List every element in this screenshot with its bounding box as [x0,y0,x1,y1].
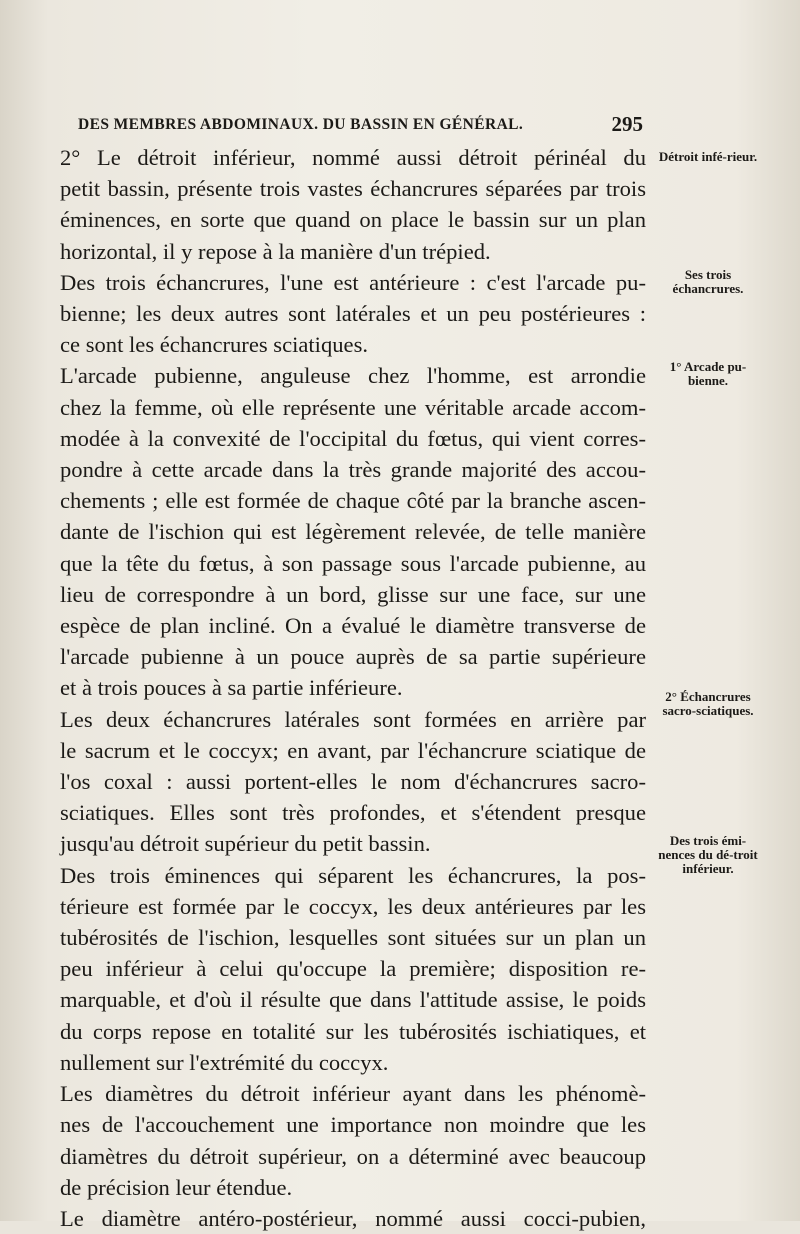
text-line: Des trois échancrures, l'une est antérieure : c'est l'arcade pu- [60,269,646,295]
text-line: diamètres du détroit supérieur, on a déterminé avec beaucoup [60,1143,646,1169]
margin-note-trois-echancrures: Ses trois échancrures. [672,267,744,296]
text-line: nes de l'accouchement une importance non moindre que les [60,1112,646,1138]
text-line: que la tête du fœtus, à son passage sous l'arcade pubienne, au [60,550,646,576]
text-line: lieu de correspondre à un bord, glisse sur une face, sur une [60,581,646,607]
text-line: horizontal, il y repose à la manière d'un trépied. [60,238,491,264]
text-line: Des trois éminences qui séparent les échancrures, la pos- [60,862,646,888]
text-line: sciatiques. Elles sont très profondes, et s'étendent presque [60,800,646,826]
text-line: 2° Le détroit inférieur, nommé aussi détroit périnéal du [60,145,646,170]
text-line: chez la femme, où elle représente une véritable arcade accom- [60,394,646,420]
text-line: l'os coxal : aussi portent-elles le nom d'échancrures sacro- [60,769,646,795]
text-line: chements ; elle est formée de chaque côté par la branche ascen- [60,488,646,514]
text-line: marquable, et d'où il résulte que dans l'attitude assise, le poids [60,987,646,1013]
text-line: et à trois pouces à sa partie inférieure. [60,675,403,701]
text-line: térieure est formée par le coccyx, les deux antérieures par les [60,893,646,919]
text-line: Les diamètres du détroit inférieur ayant dans les phénomè- [60,1081,646,1107]
text-line: modée à la convexité de l'occipital du fœtus, qui vient corres- [60,425,646,451]
text-line: dante de l'ischion qui est légèrement relevée, de telle manière [60,519,646,545]
text-line: Le diamètre antéro-postérieur, nommé aussi cocci-pubien, [60,1205,646,1231]
text-line: l'arcade pubienne à un pouce auprès de sa partie supérieure [60,644,646,670]
text-line: ce sont les échancrures sciatiques. [60,332,369,358]
margin-note-arcade-pubienne: 1° Arcade pu-bienne. [669,359,747,388]
text-line: tubérosités de l'ischion, lesquelles sont situées sur un plan un [60,925,646,951]
margin-note-detroit-inferieur: Détroit infé-rieur. [658,149,758,164]
text-line: le sacrum et le coccyx; en avant, par l'échancrure sciatique de [60,737,646,763]
text-line: nullement sur l'extrémité du coccyx. [60,1049,389,1075]
page-header [78,112,643,140]
body-text [60,142,646,1234]
running-title: DES MEMBRES ABDOMINAUX. DU BASSIN EN GÉNÉRAL. [78,116,524,133]
text-line: jusqu'au détroit supérieur du petit bassin. [60,831,431,857]
margin-note-echancrures-sacro-sciatiques: 2° Échancrures sacro-sciatiques. [662,689,754,718]
text-line: bienne; les deux autres sont latérales et un peu postérieures : [60,301,646,327]
margin-note-trois-eminences: Des trois émi-nences du dé-troit inférieur. [658,833,758,876]
page-number: 295 [611,112,643,136]
text-line: Les deux échancrures latérales sont formées en arrière par [60,706,646,732]
text-line: espèce de plan incliné. On a évalué le diamètre transverse de [60,613,646,639]
text-line: de précision leur étendue. [60,1174,293,1200]
text-line: petit bassin, présente trois vastes échancrures séparées par trois [60,176,646,202]
text-line: pondre à cette arcade dans la très grande majorité des accou- [60,457,646,483]
text-line: du corps repose en totalité sur les tubérosités ischiatiques, et [60,1018,646,1044]
text-line: éminences, en sorte que quand on place le bassin sur un plan [60,207,646,233]
text-line: L'arcade pubienne, anguleuse chez l'homme, est arrondie [60,363,646,389]
text-line: peu inférieur à celui qu'occupe la première; disposition re- [60,956,646,982]
